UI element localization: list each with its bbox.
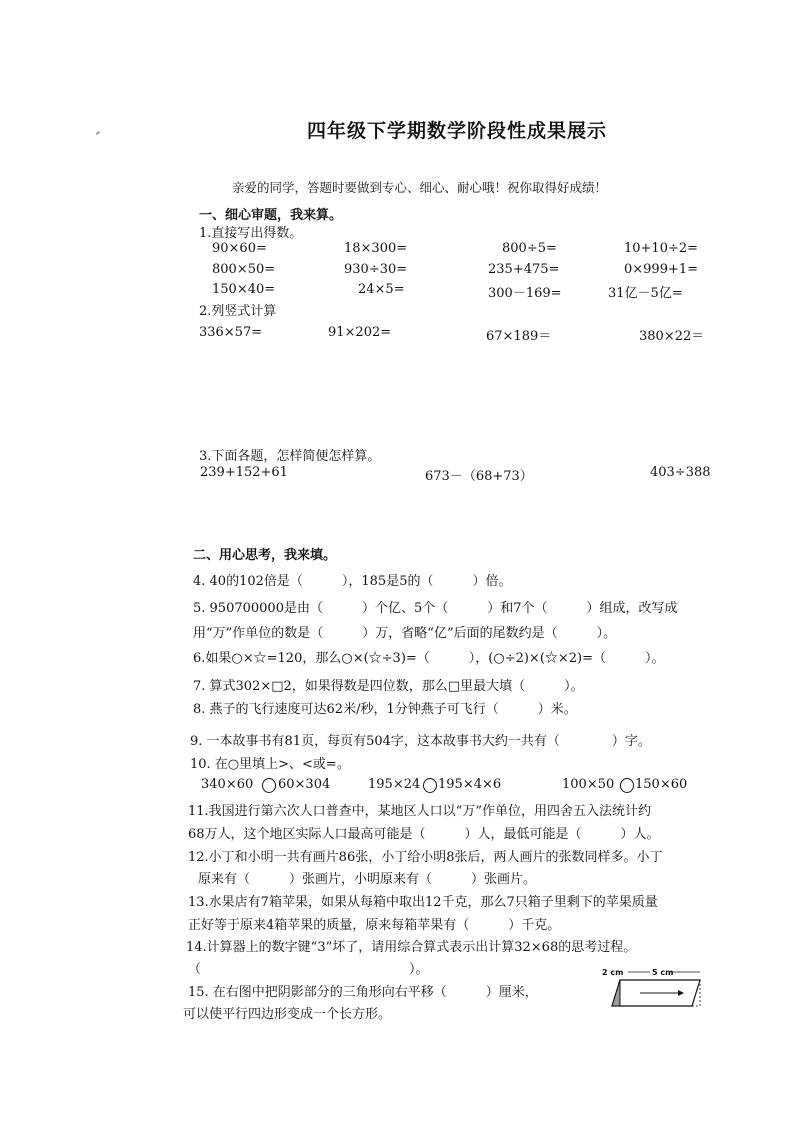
question-13-line1: 13.水果店有7箱苹果，如果从每箱中取出12千克，那么7只箱子里剩下的苹果质量 (188, 895, 658, 910)
simplify-1: 239+152+61 (200, 465, 288, 480)
section2-heading: 二、用心思考，我来填。 (193, 548, 337, 563)
compare-1-circle[interactable] (262, 778, 276, 793)
figure-label-5cm: 5 cm (652, 968, 674, 977)
calc-r3-c2: 24×5= (358, 282, 405, 297)
question-15-line1: 15. 在右图中把阴影部分的三角形向右平移（ ）厘米， (188, 985, 538, 1000)
calc-r3-c1: 150×40= (212, 282, 276, 297)
compare-3-left: 100×50 (562, 777, 615, 792)
question-10: 10. 在○里填上>、<或=。 (190, 757, 350, 772)
question-11-line1: 11.我国进行第六次人口普查中，某地区人口以“万”作单位，用四舍五入法统计约 (188, 804, 651, 819)
compare-1-right: 60×304 (278, 777, 331, 792)
shaded-triangle (612, 980, 620, 1006)
compare-1-left: 340×60 (201, 777, 254, 792)
calc-r3-c3: 300－169= (488, 286, 562, 301)
question-12-line2: 原来有（ ）张画片，小明原来有（ ）张画片。 (198, 872, 537, 887)
question-9: 9. 一本故事书有81页，每页有504字，这本故事书大约一共有（ ）字。 (190, 734, 651, 749)
parallelogram-figure (600, 966, 725, 1016)
calc-r2-c1: 800×50= (212, 262, 276, 277)
figure-label-2cm: 2 cm (602, 968, 624, 977)
compare-2-right: 195×4×6 (438, 777, 502, 792)
vertical-2: 91×202= (328, 325, 392, 340)
question-6: 6.如果○×☆=120，那么○×(☆÷3)=（ ），(○÷2)×(☆×2)=（ ）。 (193, 651, 665, 666)
calc-r3-c4: 31亿－5亿= (608, 286, 683, 301)
calc-r1-c1: 90×60= (212, 241, 267, 256)
vertical-4: 380×22＝ (639, 329, 705, 344)
compare-2-circle[interactable] (423, 778, 437, 793)
greeting: 亲爱的同学，答题时要做到专心、细心、耐心哦！祝你取得好成绩！ (232, 180, 608, 195)
sub2-heading: 2.列竖式计算 (199, 304, 277, 319)
section1-heading: 一、细心审题，我来算。 (199, 208, 343, 223)
question-5-line1: 5. 950700000是由（ ）个亿、5个（ ）和7个（ ）组成，改写成 (193, 601, 678, 616)
compare-3-circle[interactable] (620, 778, 634, 793)
calc-r2-c2: 930÷30= (344, 262, 408, 277)
sub3-heading: 3.下面各题，怎样简便怎样算。 (199, 449, 381, 464)
question-8: 8. 燕子的飞行速度可达62米/秒，1分钟燕子可飞行（ ）米。 (193, 702, 577, 717)
sub1-heading: 1.直接写出得数。 (199, 226, 303, 241)
question-5-line2: 用“万”作单位的数是（ ）万，省略“亿”后面的尾数约是（ ）。 (193, 626, 617, 641)
calc-r1-c4: 10+10÷2= (624, 241, 699, 256)
compare-3-right: 150×60 (635, 777, 688, 792)
question-12-line1: 12.小丁和小明一共有画片86张，小丁给小明8张后，两人画片的张数同样多。小丁 (188, 850, 663, 865)
page-title: 四年级下学期数学阶段性成果展示 (307, 120, 608, 142)
calc-r1-c3: 800÷5= (502, 241, 557, 256)
simplify-2: 673－（68+73） (425, 469, 533, 484)
simplify-3: 403÷388 (650, 465, 711, 480)
question-15-line2: 可以使平行四边形变成一个长方形。 (183, 1007, 392, 1022)
question-4: 4. 40的102倍是（ ），185是5的（ ）倍。 (193, 574, 512, 589)
question-13-line2: 正好等于原来4箱苹果的质量，原来每箱苹果有（ ）千克。 (188, 918, 561, 933)
question-11-line2: 68万人，这个地区实际人口最高可能是（ ）人，最低可能是（ ）人。 (188, 827, 660, 842)
stray-mark (96, 131, 100, 135)
vertical-1: 336×57= (199, 325, 263, 340)
calc-r1-c2: 18×300= (344, 241, 408, 256)
question-14-line1: 14.计算器上的数字键“3”坏了，请用综合算式表示出计算32×68的思考过程。 (186, 940, 637, 955)
question-14-line2: （ ）。 (188, 962, 429, 977)
vertical-3: 67×189＝ (486, 329, 552, 344)
calc-r2-c3: 235+475= (488, 262, 560, 277)
compare-2-left: 195×24 (368, 777, 421, 792)
question-7: 7. 算式302×□2，如果得数是四位数，那么□里最大填（ ）。 (193, 679, 584, 694)
arrow-head (678, 990, 684, 996)
calc-r2-c4: 0×999+1= (624, 262, 699, 277)
